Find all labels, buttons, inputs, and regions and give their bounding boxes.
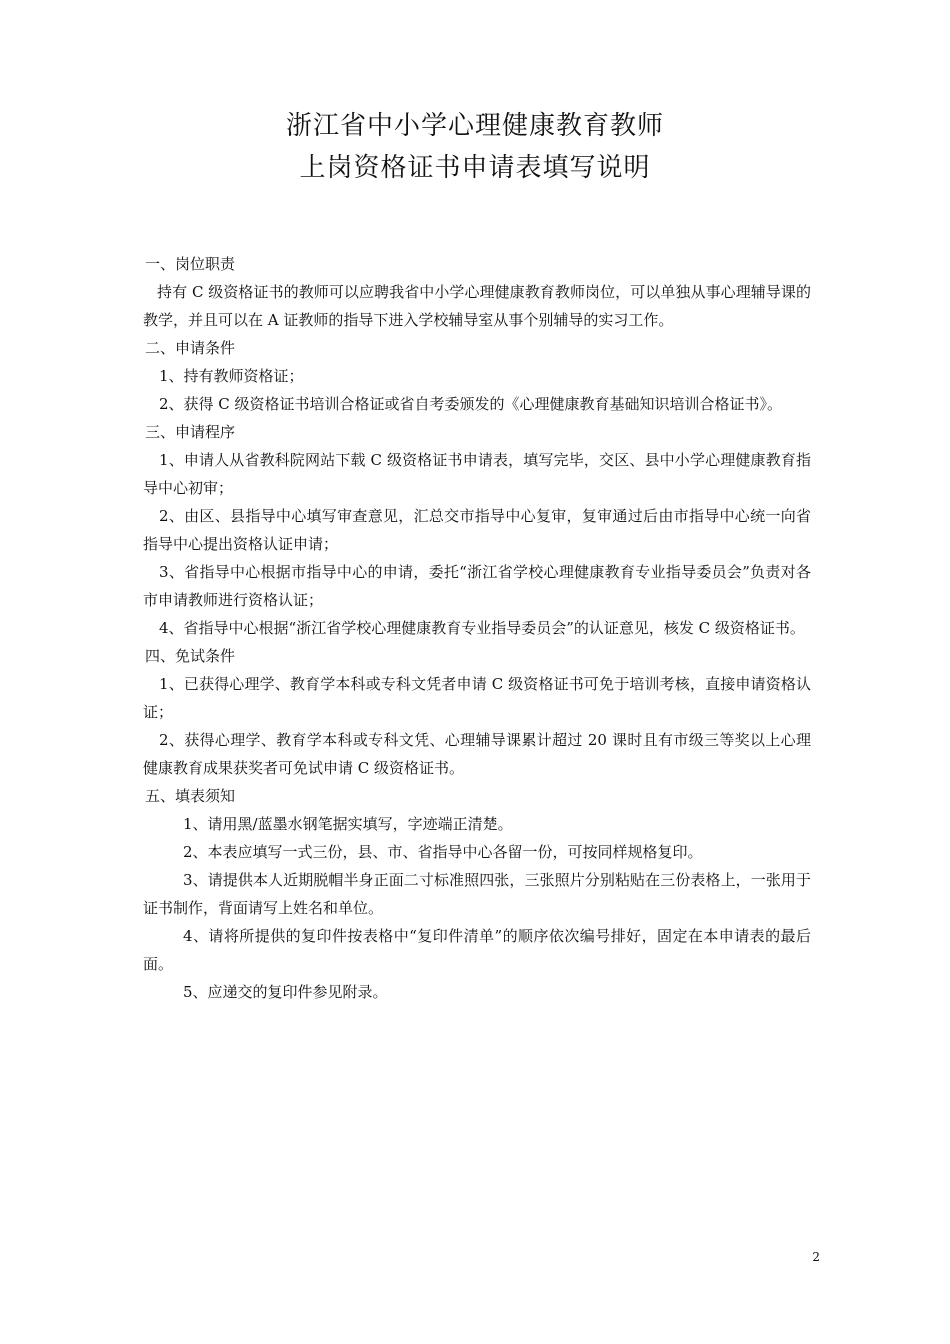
section-requirements: [143, 334, 811, 418]
section-form-instructions: [143, 782, 811, 1006]
document-title-line-2: 上岗资格证书申请表填写说明: [299, 153, 651, 183]
section-exemption: [143, 642, 811, 782]
section-paragraph: 3、省指导中心根据市指导中心的申请，委托“浙江省学校心理健康教育专业指导委员会”负责对各市申请教师进行资格认证；: [143, 563, 811, 609]
section-paragraph: 2、由区、县指导中心填写审查意见，汇总交市指导中心复审，复审通过后由市指导中心统一向省指导中心提出资格认证申请；: [143, 507, 811, 553]
section-paragraph: 5、应递交的复印件参见附录。: [183, 983, 388, 1001]
section-heading: 四、免试条件: [145, 647, 236, 665]
section-heading: 一、岗位职责: [145, 255, 236, 273]
section-heading: 二、申请条件: [145, 339, 236, 357]
section-paragraph: 1、已获得心理学、教育学本科或专科文凭者申请 C 级资格证书可免于培训考核，直接申请资格认证；: [143, 675, 811, 721]
section-paragraph: 1、持有教师资格证；: [159, 367, 304, 385]
section-paragraph: 3、请提供本人近期脱帽半身正面二寸标准照四张，三张照片分别粘贴在三份表格上，一张用于证书制作，背面请写上姓名和单位。: [143, 871, 811, 917]
page-number: 2: [812, 1250, 820, 1264]
document-title-line-1: 浙江省中小学心理健康教育教师: [285, 111, 664, 141]
section-paragraph: 2、本表应填写一式三份，县、市、省指导中心各留一份，可按同样规格复印。: [183, 843, 703, 861]
section-paragraph: 1、申请人从省教科院网站下载 C 级资格证书申请表，填写完毕，交区、县中小学心理健康教育指导中心初审；: [143, 451, 811, 497]
section-paragraph: 2、获得心理学、教育学本科或专科文凭、心理辅导课累计超过 20 课时且有市级三等奖以上心理健康教育成果获奖者可免试申请 C 级资格证书。: [143, 731, 811, 777]
section-paragraph: 4、请将所提供的复印件按表格中“复印件清单”的顺序依次编号排好，固定在本申请表的最后面。: [143, 927, 811, 973]
section-duties: [143, 250, 811, 334]
section-paragraph: 4、省指导中心根据“浙江省学校心理健康教育专业指导委员会”的认证意见，核发 C 级资格证书。: [159, 619, 805, 637]
document-body: [143, 250, 811, 1006]
section-paragraph: 2、获得 C 级资格证书培训合格证或省自考委颁发的《心理健康教育基础知识培训合格证书》。: [159, 395, 783, 413]
section-paragraph: 1、请用黑/蓝墨水钢笔据实填写，字迹端正清楚。: [183, 815, 513, 833]
section-heading: 三、申请程序: [145, 423, 236, 441]
section-paragraph: 持有 C 级资格证书的教师可以应聘我省中小学心理健康教育教师岗位，可以单独从事心理辅导课的教学，并且可以在 A 证教师的指导下进入学校辅导室从事个别辅导的实习工作。: [143, 283, 811, 329]
section-heading: 五、填表须知: [145, 787, 236, 805]
section-procedure: [143, 418, 811, 642]
